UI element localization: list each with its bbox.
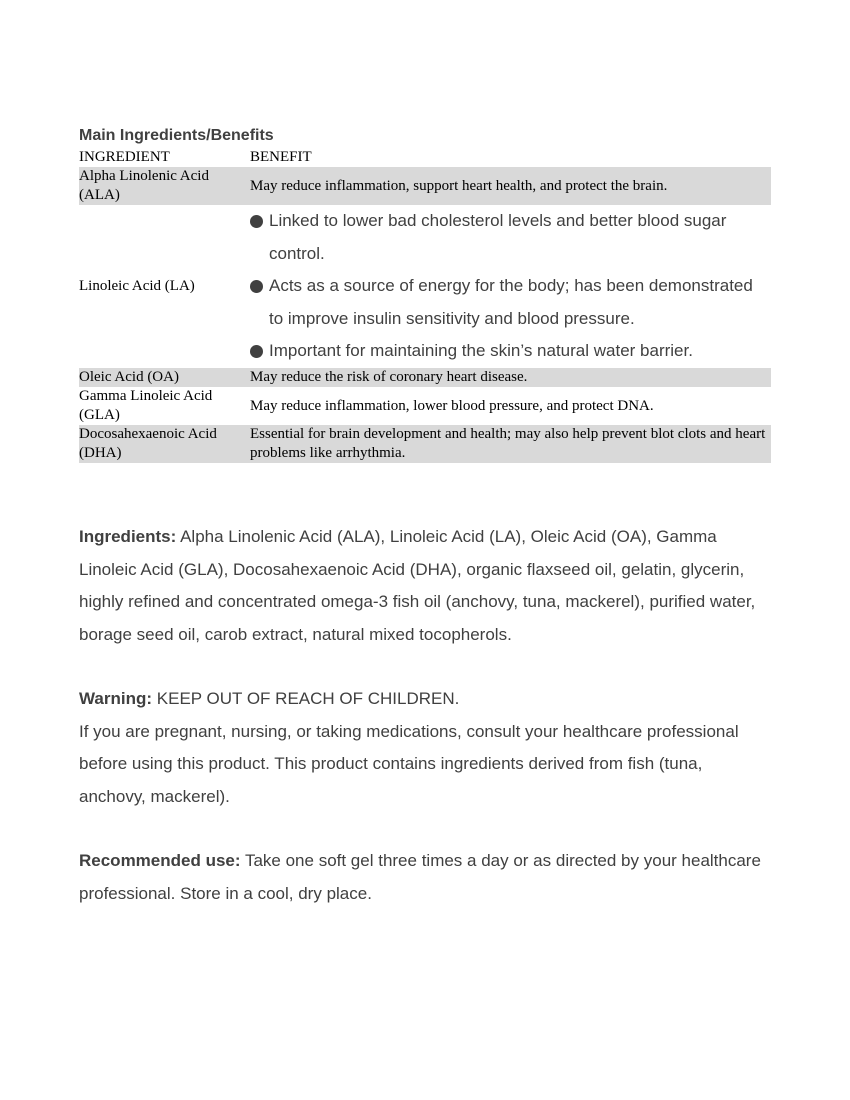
ingredients-label: Ingredients: <box>79 527 177 546</box>
ingredient-cell: Docosahexaenoic Acid (DHA) <box>79 425 250 463</box>
ingredients-text: Alpha Linolenic Acid (ALA), Linoleic Acid (LA), Oleic Acid (OA), Gamma Linoleic Acid (GLA), Docosahexaenoic Acid (DHA), organic flaxseed oil, gelatin, glycerin, highly refined and concentrated omega-3 fish oil (anchovy, tuna, mackerel), purified water, borage seed oil, carob extract, natural mixed tocopherols. <box>79 527 756 644</box>
list-item <box>250 270 771 335</box>
ingredient-cell: Gamma Linoleic Acid (GLA) <box>79 388 213 423</box>
benefit-list <box>250 205 771 368</box>
table-row <box>79 368 771 387</box>
table-row <box>79 167 771 205</box>
header-benefit: BENEFIT <box>250 149 312 165</box>
bullet-text: Acts as a source of energy for the body; has been demonstrated to improve insulin sensitivity and blood pressure. <box>269 276 753 328</box>
ingredients-table <box>79 148 771 463</box>
benefit-cell <box>250 205 771 368</box>
header-ingredient: INGREDIENT <box>79 149 170 165</box>
table-row <box>79 425 771 463</box>
bullet-dot-icon <box>250 215 263 228</box>
benefit-cell: May reduce inflammation, lower blood pressure, and protect DNA. <box>250 397 654 414</box>
ingredient-cell: Alpha Linolenic Acid (ALA) <box>79 167 250 205</box>
recommended-use-label: Recommended use: <box>79 851 241 870</box>
benefit-cell: May reduce inflammation, support heart health, and protect the brain. <box>250 167 771 205</box>
ingredient-cell: Oleic Acid (OA) <box>79 368 250 387</box>
section-title: Main Ingredients/Benefits <box>79 127 274 144</box>
warning-label: Warning: <box>79 689 153 708</box>
bullet-dot-icon <box>250 345 263 358</box>
warning-paragraph <box>79 683 771 813</box>
bullet-text: Important for maintaining the skin’s natural water barrier. <box>269 341 693 361</box>
ingredient-cell: Linoleic Acid (LA) <box>79 278 195 294</box>
table-row <box>79 387 771 425</box>
warning-text: If you are pregnant, nursing, or taking medications, consult your healthcare professional before using this product. This product contains ingredients derived from fish (tuna, anchovy, mackerel). <box>79 721 739 806</box>
bullet-text: Linked to lower bad cholesterol levels and better blood sugar control. <box>269 211 727 263</box>
recommended-use-paragraph <box>79 845 771 910</box>
list-item <box>250 205 771 270</box>
recommended-use-text: Take one soft gel three times a day or as directed by your healthcare professional. Store in a cool, dry place. <box>79 851 761 903</box>
benefit-cell: May reduce the risk of coronary heart disease. <box>250 368 771 387</box>
bullet-dot-icon <box>250 280 263 293</box>
benefit-cell: Essential for brain development and health; may also help prevent blot clots and heart problems like arrhythmia. <box>250 425 771 463</box>
list-item <box>250 335 771 368</box>
warning-headline: KEEP OUT OF REACH OF CHILDREN. <box>156 689 460 708</box>
table-header-row <box>79 148 771 167</box>
document-page <box>79 124 771 910</box>
table-row <box>79 205 771 368</box>
ingredients-paragraph <box>79 521 771 651</box>
